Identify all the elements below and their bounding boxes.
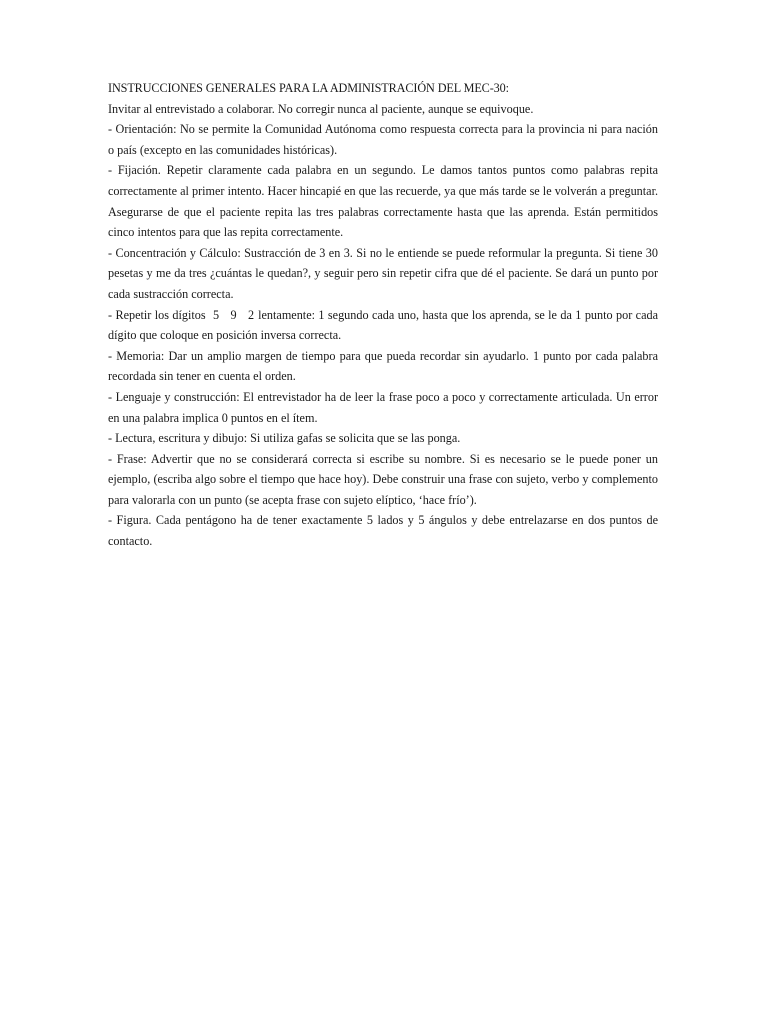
memoria-paragraph: - Memoria: Dar un amplio margen de tiempo para que pueda recordar sin ayudarlo. 1 punto por cada palabra recordada sin tener en cuenta el orden. [108,348,658,384]
digitos-prefix: - Repetir los dígitos [108,307,206,322]
document-page [108,78,658,552]
lenguaje-paragraph: - Lenguaje y construcción: El entrevistador ha de leer la frase poco a poco y correctamente articulada. Un error en una palabra implica 0 puntos en el ítem. [108,389,658,425]
concentracion-paragraph: - Concentración y Cálculo: Sustracción de 3 en 3. Si no le entiende se puede reformular la pregunta. Si tiene 30 pesetas y me da tres ¿cuántas le quedan?, y seguir pero sin repetir cifra que dé el paciente. Se dará un punto por cada sustracción correcta. [108,245,658,301]
figura-paragraph: - Figura. Cada pentágono ha de tener exactamente 5 lados y 5 ángulos y debe entrelazarse en dos puntos de contacto. [108,513,658,549]
digitos-paragraph [108,305,658,346]
document-title: INSTRUCCIONES GENERALES PARA LA ADMINISTRACIÓN DEL MEC-30: [108,81,509,95]
digit-3: 2 [248,307,255,322]
digitos-suffix: lentamente: 1 segundo cada uno, hasta que los aprenda, se le da 1 punto por cada dígito que coloque en posición inversa correcta. [108,307,658,343]
intro-paragraph: Invitar al entrevistado a colaborar. No corregir nunca al paciente, aunque se equivoque. [108,101,534,116]
frase-paragraph: - Frase: Advertir que no se considerará correcta si escribe su nombre. Si es necesario se le puede poner un ejemplo, (escriba algo sobre el tiempo que hace hoy). Debe construir una frase con sujeto, verbo y complemento para valorarla con un punto (se acepta frase con sujeto elíptico, ‘hace frío’). [108,451,658,507]
orientacion-paragraph: - Orientación: No se permite la Comunidad Autónoma como respuesta correcta para la provincia ni para nación o país (excepto en las comunidades históricas). [108,122,658,157]
fijacion-paragraph: - Fijación. Repetir claramente cada palabra en un segundo. Le damos tantos puntos como palabras repita correctamente al primer intento. Hacer hincapié en que las recuerde, ya que más tarde se le volverán a preguntar. Asegurarse de que el paciente repita las tres palabras correctamente hasta que las aprenda. Están permitidos cinco intentos para que las repita correctamente. [108,163,658,240]
digit-1: 5 [213,307,220,322]
lectura-paragraph: - Lectura, escritura y dibujo: Si utiliza gafas se solicita que se las ponga. [108,431,461,446]
digit-2: 9 [230,307,237,322]
